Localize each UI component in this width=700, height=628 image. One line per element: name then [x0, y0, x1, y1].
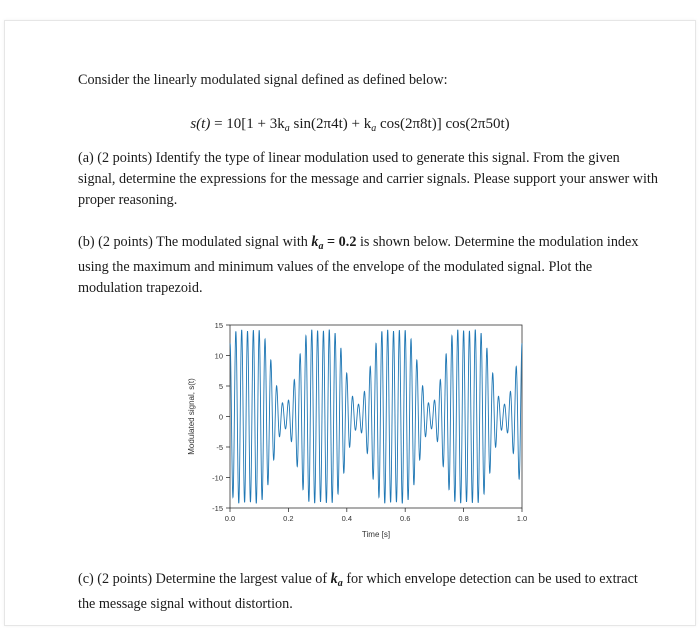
y-tick-label: -5	[216, 443, 223, 452]
x-tick-label: 0.0	[224, 514, 236, 523]
equation-equals: =	[214, 116, 223, 132]
part-b-text	[78, 232, 658, 299]
part-b-pre: (b) (2 points) The modulated signal with	[78, 234, 312, 250]
equation-lhs: s(t)	[190, 116, 211, 132]
part-c-text	[78, 569, 658, 615]
equation-sub1: a	[284, 123, 290, 134]
x-tick-label: 0.8	[458, 514, 469, 523]
equation-sub2: a	[371, 123, 377, 134]
part-c-sub: a	[337, 578, 343, 589]
signal-line	[230, 330, 522, 504]
y-tick-label: 15	[214, 321, 223, 330]
x-tick-label: 0.2	[283, 514, 294, 523]
chart-svg	[180, 315, 530, 550]
y-axis-label: Modulated signal, s(t)	[187, 378, 196, 455]
part-c-k: k	[330, 571, 338, 587]
y-tick-label: 5	[218, 382, 223, 391]
x-axis-label: Time [s]	[361, 530, 391, 539]
part-a-text: (a) (2 points) Identify the type of linear modulation used to generate this signal. From the given signal, determine the expressions for the message and carrier signals. Please support your answer with proper reasoning.	[78, 150, 658, 208]
part-b-sub: a	[318, 241, 324, 252]
equation-rhs-mid: sin(2π4t) + k	[289, 116, 372, 132]
x-tick-label: 0.6	[399, 514, 411, 523]
equation-rhs-pre: 10[1 + 3k	[226, 116, 285, 132]
x-tick-label: 0.4	[341, 514, 353, 523]
equation-rhs-post: cos(2π8t)] cos(2π50t)	[376, 116, 510, 132]
y-tick-label: -15	[212, 504, 223, 513]
signal-equation	[0, 116, 700, 134]
modulated-signal-chart	[180, 315, 530, 550]
intro-text: Consider the linearly modulated signal defined as defined below:	[78, 72, 448, 88]
x-tick-label: 1.0	[516, 514, 528, 523]
part-b-post: is shown below. Determine the modulation index using the maximum and minimum values of the envelope of the modulated signal. Plot the modulation trapezoid.	[78, 234, 639, 296]
y-tick-label: -10	[212, 473, 223, 483]
y-tick-label: 0	[218, 412, 223, 422]
part-c-post: for which envelope detection can be used to extract the message signal without distortion.	[78, 571, 638, 612]
part-b-k: k	[311, 234, 319, 250]
y-tick-label: 10	[214, 351, 223, 361]
part-b-eq: = 0.2	[323, 234, 357, 250]
part-c-pre: (c) (2 points) Determine the largest value of	[78, 571, 331, 587]
